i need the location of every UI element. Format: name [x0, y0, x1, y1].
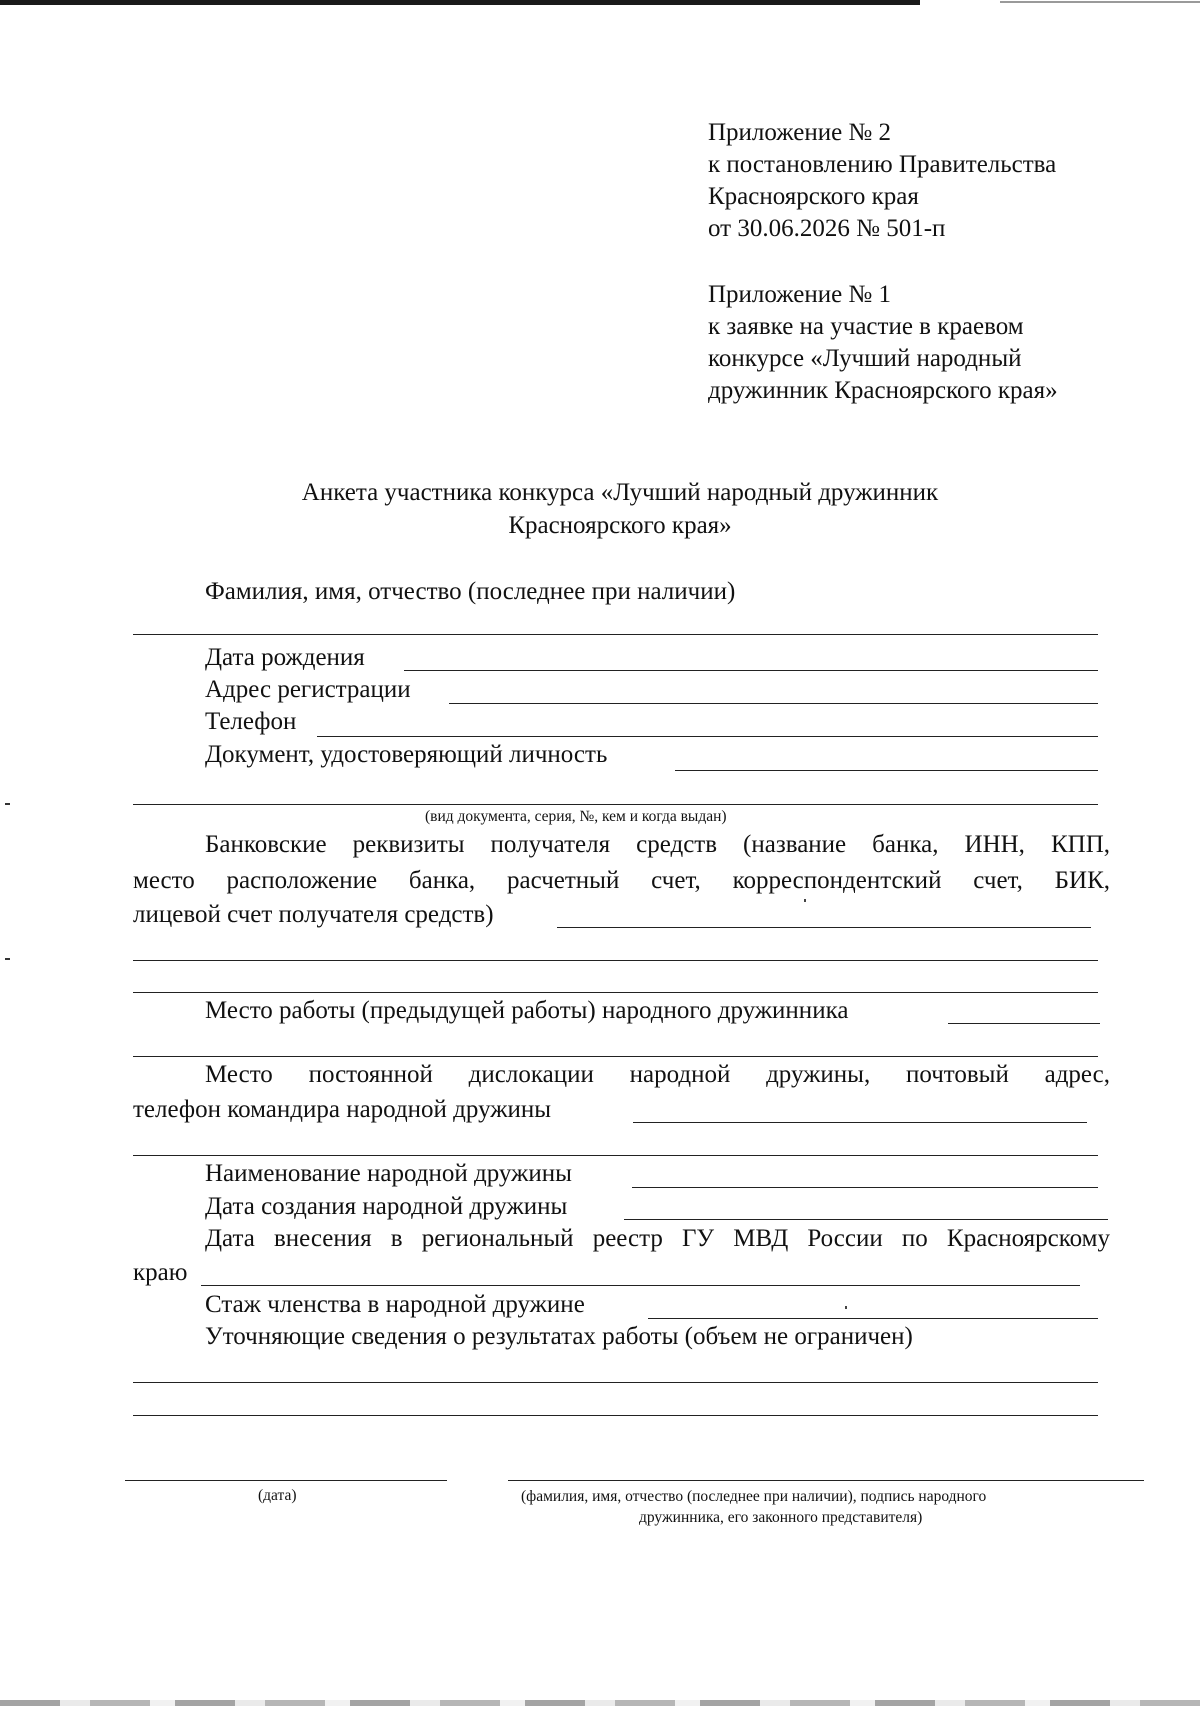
- appendix-2-line-3: Красноярского края: [708, 183, 919, 210]
- id-document-label: Документ, удостоверяющий личность: [205, 741, 608, 768]
- bank-details-field-line-2[interactable]: [133, 960, 1098, 961]
- bank-details-line-2: место расположение банка, расчетный счет, корреспондентский счет, БИК,: [133, 867, 1110, 894]
- workplace-field-line[interactable]: [948, 1023, 1100, 1024]
- phone-label: Телефон: [205, 708, 297, 735]
- form-title-line-2: Красноярского края»: [508, 512, 732, 539]
- squad-date-field-line[interactable]: [624, 1219, 1108, 1220]
- scan-margin-mark: [5, 803, 10, 805]
- appendix-1-line-2: к заявке на участие в краевом: [708, 313, 1024, 340]
- address-field-line[interactable]: [449, 703, 1098, 704]
- birth-date-label: Дата рождения: [205, 644, 365, 671]
- workplace-label: Место работы (предыдущей работы) народного дружинника: [205, 997, 849, 1024]
- tenure-field-line[interactable]: [648, 1318, 1098, 1319]
- dislocation-field-line[interactable]: [633, 1122, 1087, 1123]
- appendix-2-line-4: от 30.06.2026 № 501-п: [708, 215, 946, 242]
- address-label: Адрес регистрации: [205, 676, 411, 703]
- appendix-1-line-1: Приложение № 1: [708, 281, 892, 308]
- appendix-1-line-4: дружинник Красноярского края»: [708, 377, 1058, 404]
- name-caption-line-1: (фамилия, имя, отчество (последнее при наличии), подпись народного: [521, 1488, 987, 1505]
- appendix-2-line-2: к постановлению Правительства: [708, 151, 1057, 178]
- registry-date-line-1: Дата внесения в региональный реестр ГУ МВД России по Красноярскому: [205, 1225, 1110, 1252]
- details-field-line-1[interactable]: [133, 1382, 1098, 1383]
- scan-edge-bottom: [0, 1700, 1200, 1706]
- form-title-line-1: Анкета участника конкурса «Лучший народный дружинник: [301, 479, 939, 506]
- name-caption-line-2: дружинника, его законного представителя): [639, 1509, 923, 1526]
- phone-field-line[interactable]: [317, 736, 1098, 737]
- scan-speck: [804, 899, 806, 902]
- squad-date-label: Дата создания народной дружины: [205, 1193, 568, 1220]
- squad-name-label: Наименование народной дружины: [205, 1160, 572, 1187]
- date-caption: (дата): [258, 1487, 297, 1504]
- registry-date-line-2: краю: [133, 1259, 188, 1286]
- bank-details-line-3: лицевой счет получателя средств): [133, 901, 494, 928]
- id-document-field-line[interactable]: [675, 770, 1098, 771]
- date-signature-line[interactable]: [125, 1480, 447, 1481]
- birth-date-field-line[interactable]: [404, 670, 1098, 671]
- appendix-1-line-3: конкурсе «Лучший народный: [708, 345, 1022, 372]
- details-label: Уточняющие сведения о результатах работы (объем не ограничен): [205, 1323, 913, 1350]
- bank-details-field-line[interactable]: [557, 927, 1091, 928]
- dislocation-line-1: Место постоянной дислокации народной дружины, почтовый адрес,: [205, 1061, 1110, 1088]
- appendix-2-line-1: Приложение № 2: [708, 119, 892, 146]
- scan-margin-mark: [5, 958, 10, 960]
- id-document-field-line-2[interactable]: [133, 804, 1098, 805]
- id-document-hint: (вид документа, серия, №, кем и когда выдан): [425, 808, 727, 825]
- details-field-line-2[interactable]: [133, 1415, 1098, 1416]
- tenure-label: Стаж членства в народной дружине: [205, 1291, 585, 1318]
- name-signature-line[interactable]: [508, 1480, 1144, 1481]
- dislocation-line-2: телефон командира народной дружины: [133, 1096, 552, 1123]
- fio-label: Фамилия, имя, отчество (последнее при наличии): [205, 578, 736, 605]
- scan-edge-top-right: [1000, 1, 1200, 3]
- registry-date-field-line[interactable]: [201, 1285, 1080, 1286]
- dislocation-field-line-2[interactable]: [133, 1155, 1098, 1156]
- workplace-field-line-2[interactable]: [133, 1056, 1098, 1057]
- scan-speck: [845, 1306, 847, 1309]
- scan-edge-top: [0, 0, 920, 5]
- fio-field-line[interactable]: [133, 634, 1098, 635]
- squad-name-field-line[interactable]: [632, 1187, 1098, 1188]
- bank-details-line-1: Банковские реквизиты получателя средств (название банка, ИНН, КПП,: [205, 831, 1110, 858]
- bank-details-field-line-3[interactable]: [133, 992, 1098, 993]
